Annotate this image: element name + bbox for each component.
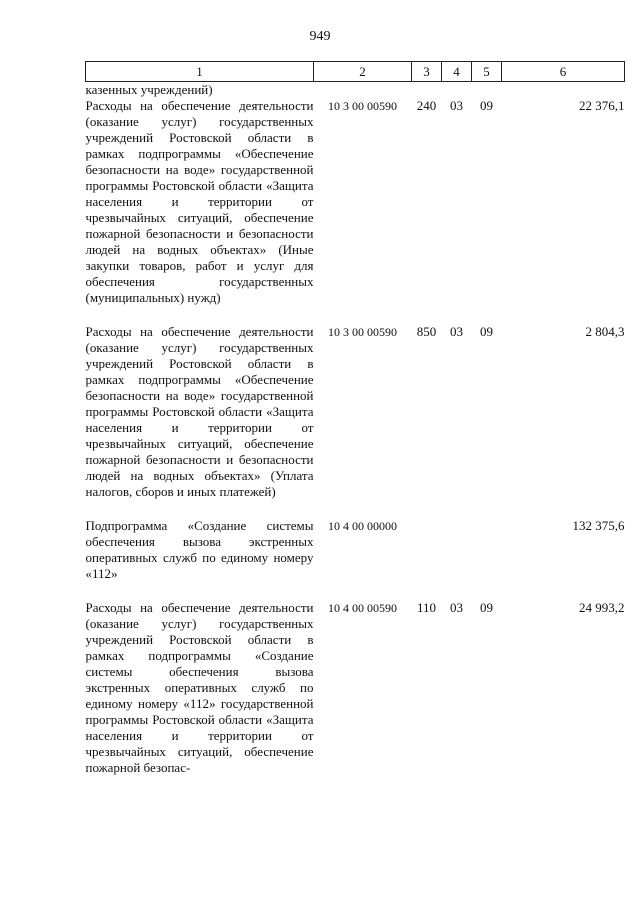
table-row bbox=[86, 582, 625, 776]
row-description: Расходы на обеспечение деятельности (оказание услуг) государственных учреждений Ростовской области в рамках подпрограммы «Создание системы обеспечения вызова экстренных оперативных служб по единому номеру «112» государственной программы Ростовской области «Защита населения и территории от чрезвычайных ситуаций, обеспечение пожарной безопас- bbox=[85, 600, 314, 775]
row-description: Подпрограмма «Создание системы обеспечения вызова экстренных оперативных служб по единому номеру «112» bbox=[85, 518, 314, 581]
row-code: 10 3 00 00590 bbox=[328, 325, 397, 339]
column-header-1: 1 bbox=[86, 62, 314, 82]
row-pr: 09 bbox=[480, 98, 493, 113]
row-vr: 850 bbox=[416, 324, 437, 339]
table-row bbox=[86, 500, 625, 582]
row-code: 10 4 00 00590 bbox=[328, 601, 397, 615]
column-header-2: 2 bbox=[314, 62, 412, 82]
column-header-6: 6 bbox=[502, 62, 625, 82]
continuation-row bbox=[86, 82, 625, 99]
row-rz: 03 bbox=[450, 98, 463, 113]
row-amount: 132 375,6 bbox=[572, 518, 625, 533]
row-amount: 24 993,2 bbox=[579, 600, 625, 615]
row-pr: 09 bbox=[480, 324, 493, 339]
page-number: 949 bbox=[309, 29, 331, 44]
row-rz: 03 bbox=[450, 600, 463, 615]
header-row bbox=[86, 62, 625, 82]
column-header-4: 4 bbox=[442, 62, 472, 82]
row-rz: 03 bbox=[450, 324, 463, 339]
row-vr: 110 bbox=[416, 600, 437, 615]
row-vr bbox=[412, 500, 442, 582]
table-row bbox=[86, 98, 625, 306]
row-rz bbox=[442, 500, 472, 582]
column-header-5: 5 bbox=[472, 62, 502, 82]
table-row bbox=[86, 306, 625, 500]
row-code: 10 4 00 00000 bbox=[328, 519, 397, 533]
row-description: Расходы на обеспечение деятельности (оказание услуг) государственных учреждений Ростовской области в рамках подпрограммы «Обеспечение безопасности на воде» государственной программы Ростовской области «Защита населения и территории от чрезвычайных ситуаций, обеспечение пожарной безопасности и безопасности людей на водных объектах» (Иные закупки товаров, работ и услуг для обеспечения государственных (муниципальных) нужд) bbox=[85, 98, 314, 305]
budget-table bbox=[85, 61, 625, 776]
continuation-text: казенных учреждений) bbox=[85, 82, 213, 97]
row-description: Расходы на обеспечение деятельности (оказание услуг) государственных учреждений Ростовской области в рамках подпрограммы «Обеспечение безопасности на воде» государственной программы Ростовской области «Защита населения и территории от чрезвычайных ситуаций, обеспечение пожарной безопасности и безопасности людей на водных объектах» (Уплата налогов, сборов и иных платежей) bbox=[85, 324, 314, 499]
row-pr: 09 bbox=[480, 600, 493, 615]
column-header-3: 3 bbox=[412, 62, 442, 82]
row-amount: 22 376,1 bbox=[579, 98, 625, 113]
row-amount: 2 804,3 bbox=[585, 324, 625, 339]
row-pr bbox=[472, 500, 502, 582]
row-code: 10 3 00 00590 bbox=[328, 99, 397, 113]
row-vr: 240 bbox=[416, 98, 437, 113]
